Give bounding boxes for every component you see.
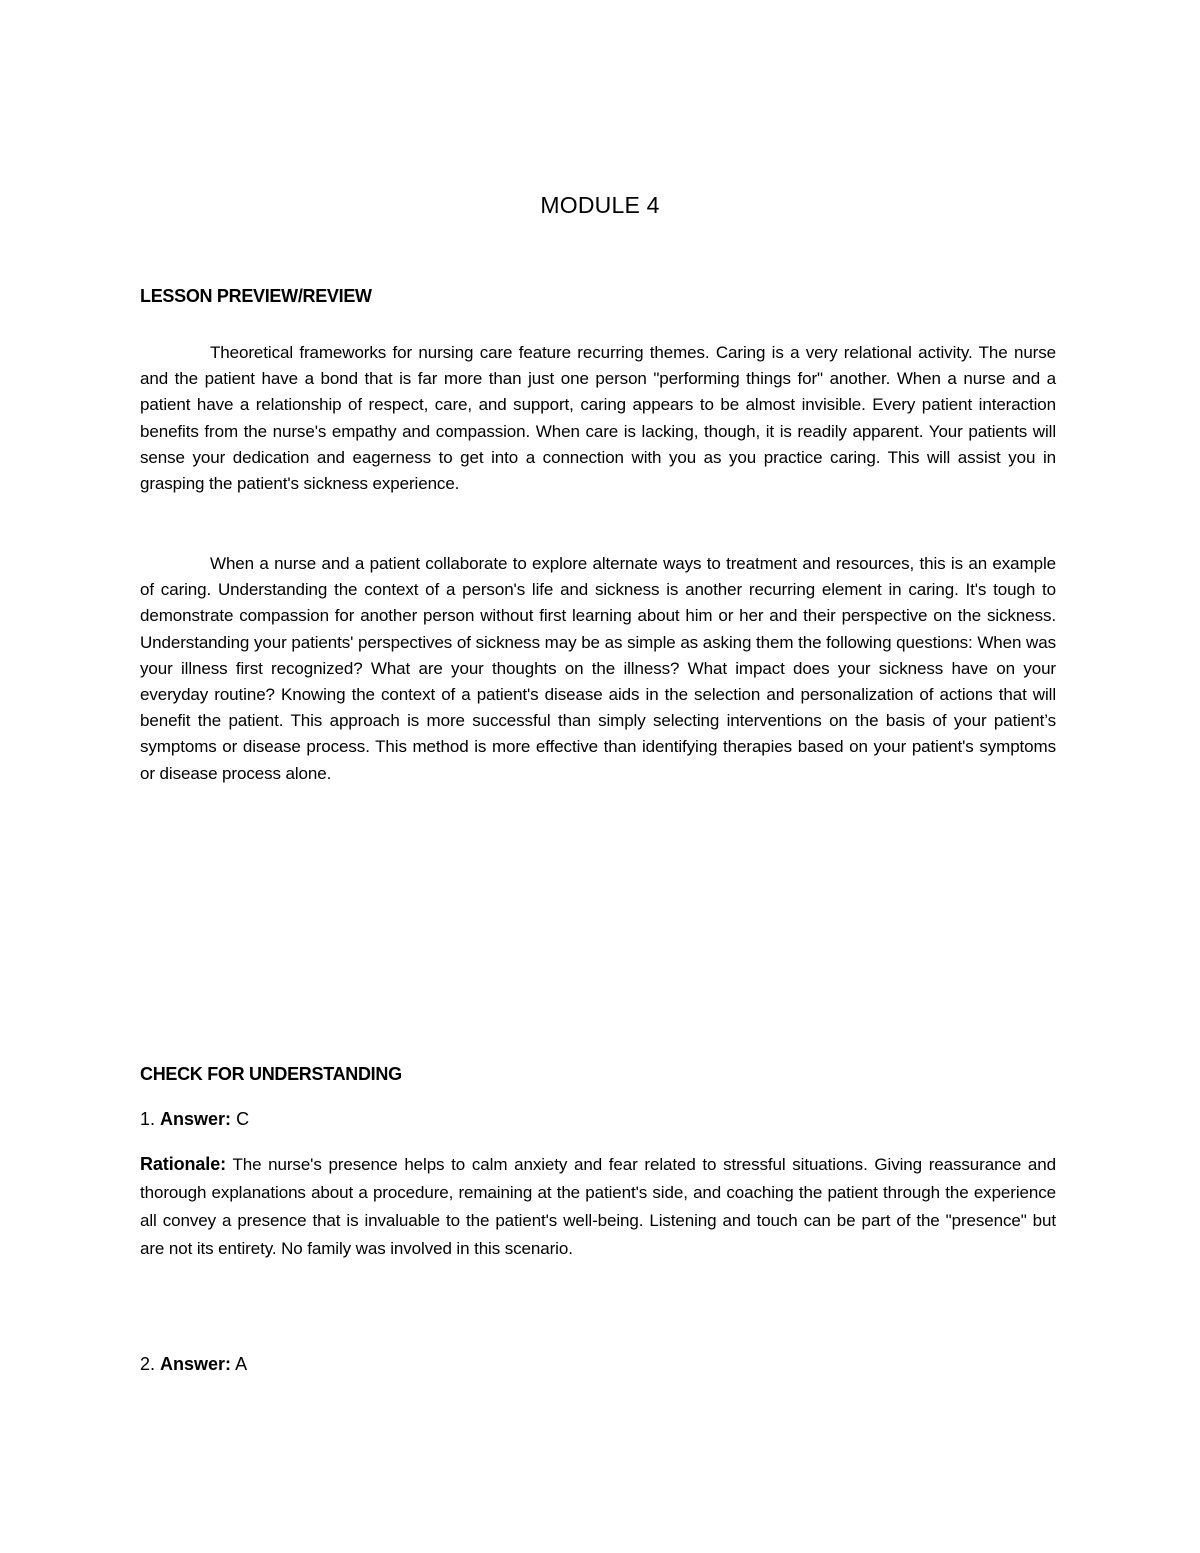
answer-value-2: A	[235, 1354, 248, 1374]
lesson-preview-heading: LESSON PREVIEW/REVIEW	[140, 286, 372, 306]
module-title: MODULE 4	[540, 192, 660, 218]
answer-1-line	[140, 1107, 249, 1131]
question-number-2: 2.	[140, 1354, 156, 1374]
rationale-label-1: Rationale:	[140, 1154, 227, 1174]
answer-value-1: C	[236, 1109, 250, 1129]
answer-2-line	[140, 1352, 247, 1376]
rationale-1	[140, 1150, 1056, 1263]
question-number-1: 1.	[140, 1109, 156, 1129]
rationale-text-1: The nurse's presence helps to calm anxiety and fear related to stressful situations. Giving reassurance and thorough explanations about a procedure, remaining at the patient's side, and coaching the patient through the experience all convey a presence that is invaluable to the patient's well-being. Listening and touch can be part of the "presence" but are not its entirety. No family was involved in this scenario.	[140, 1155, 1056, 1258]
lesson-paragraph-1: Theoretical frameworks for nursing care feature recurring themes. Caring is a very relational activity. The nurse and the patient have a bond that is far more than just one person "performing things for" another. When a nurse and a patient have a relationship of respect, care, and support, caring appears to be almost invisible. Every patient interaction benefits from the nurse's empathy and compassion. When care is lacking, though, it is readily apparent. Your patients will sense your dedication and eagerness to get into a connection with you as you practice caring. This will assist you in grasping the patient's sickness experience.	[140, 343, 1056, 494]
check-for-understanding-heading: CHECK FOR UNDERSTANDING	[140, 1064, 402, 1084]
answer-label-2: Answer:	[160, 1354, 232, 1374]
lesson-paragraph-2: When a nurse and a patient collaborate to explore alternate ways to treatment and resources, this is an example of caring. Understanding the context of a person's life and sickness is another recurring element in caring. It's tough to demonstrate compassion for another person without first learning about him or her and their perspective on the sickness. Understanding your patients' perspectives of sickness may be as simple as asking them the following questions: When was your illness first recognized? What are your thoughts on the illness? What impact does your sickness have on your everyday routine? Knowing the context of a patient's disease aids in the selection and personalization of actions that will benefit the patient. This approach is more successful than simply selecting interventions on the basis of your patient’s symptoms or disease process. This method is more effective than identifying therapies based on your patient's symptoms or disease process alone.	[140, 554, 1056, 783]
answer-label-1: Answer:	[160, 1109, 232, 1129]
